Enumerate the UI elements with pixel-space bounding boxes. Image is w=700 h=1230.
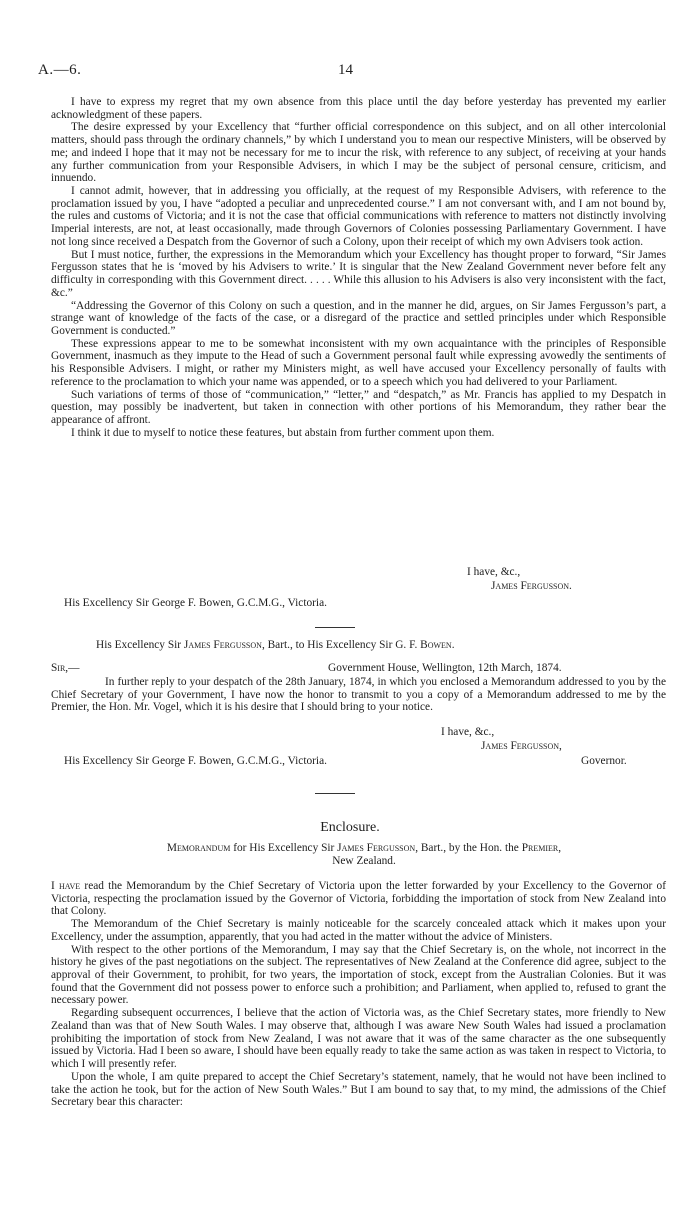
paragraph: Such variations of terms of those of “communication,” “letter,” and “despatch,” as Mr. Francis has applied to my Despatch in question, may possibly be inadvertent, but taken in connection with other portions of his Memorandum, they rather bear the appearance of affront.: [51, 388, 666, 426]
section-divider: [315, 627, 355, 628]
letter1-addressee: His Excellency Sir George F. Bowen, G.C.M.G., Victoria.: [64, 597, 327, 609]
memo-text: ,: [558, 842, 562, 854]
letter2-heading: [96, 639, 455, 652]
paragraph: I have to express my regret that my own absence from this place until the day before yesterday has prevented my earlier acknowledgment of these papers.: [51, 96, 666, 121]
letter2-signature: James Fergusson,: [481, 740, 562, 752]
memo-text: for His Excellency Sir: [230, 842, 338, 854]
memo-line2: New Zealand.: [332, 855, 396, 867]
paragraph: These expressions appear to me to be somewhat inconsistent with my own acquaintance with the principles of Responsible Government, inasmuch as they impute to the Head of such a Government personal fault while expressing avowedly the sentiments of his Responsible Advisers. I might, or rather my Ministers might, as well have accused your Excellency personally of faults with reference to the proclamation to which your name was appended, or to a speech which you had delivered to your Parliament.: [51, 337, 666, 388]
memo-name: James Fergusson: [337, 842, 416, 854]
letter2-addressee: His Excellency Sir George F. Bowen, G.C.M.G., Victoria.: [64, 755, 327, 767]
paragraph: I cannot admit, however, that in addressing you officially, at the request of my Responsible Advisers, with reference to the proclamation issued by you, I have “adopted a peculiar and unprecedented course.” I am not conversant with, and I am not bound by, the rules and customs of Victoria; and it is not the case that official communications with reference to matters not distinctly involving Imperial interests, are not, at least occasionally, made through Governors of Colonies possessing Parliamentary Government. I have not long since received a Despatch from the Governor of such a Colony, upon their receipt of which my own Advisers took action.: [51, 185, 666, 248]
first-words: I have: [51, 880, 81, 892]
heading-name: Bowen.: [420, 639, 455, 651]
heading-text: His Excellency Sir: [96, 639, 182, 651]
paragraph: I think it due to myself to notice these features, but abstain from further comment upon them.: [71, 426, 495, 439]
paragraph: With respect to the other portions of the Memorandum, I may say that the Chief Secretary is, on the whole, not incorrect in the history he gives of the past negotiations on the subject. The representatives of New Zealand at the Conference did agree, subject to the approval of their Government, to prohibit, for two years, the importation of stock, except from the Australian Colonies. But it was found that the Government did not possess power to enforce such a prohibition; and Parliament, when applied to, refused to grant the necessary power.: [51, 943, 666, 1007]
paragraph-text: read the Memorandum by the Chief Secretary of Victoria upon the letter forwarded by your Excellency to the Governor of Victoria, respecting the proclamation issued by the Governor of Victoria, forbidding the importation of stock from New Zealand into that Colony.: [51, 880, 666, 918]
letter1-signature: James Fergusson.: [491, 580, 572, 592]
letter1-body: [51, 96, 666, 439]
letter2-title: Governor.: [581, 755, 627, 767]
memo-heading: [64, 842, 664, 868]
paragraph: Upon the whole, I am quite prepared to accept the Chief Secretary’s statement, namely, that he would not have been inclined to take the action he took, but for the action of New South Wales.” But I am bound to say that, to my mind, the admissions of the Chief Secretary bear this character:: [51, 1070, 666, 1109]
section-divider: [315, 793, 355, 794]
paragraph: The Memorandum of the Chief Secretary is mainly noticeable for the scarcely concealed attack which it makes upon your Excellency, under the assumption, apparently, that you had acted in the matter without the advice of Ministers.: [51, 918, 666, 943]
paragraph: “Addressing the Governor of this Colony on such a question, and in the manner he did, argues, on Sir James Fergusson’s part, a strange want of knowledge of the facts of the case, or a disregard of the practice and settled principles under which Responsible Government is conducted.”: [51, 299, 666, 337]
enclosure-body: [51, 880, 666, 1109]
paragraph: The desire expressed by your Excellency that “further official correspondence on this subject, and on all other intercolonial matters, should pass through the ordinary channels,” by which I understand you to mean our respective Ministers, will be observed by me; and indeed I hope that it may not be necessary for me to incur the risk, with reference to any subject, of receiving at your hands any further communication from your Responsible Advisers, in which I may be the subject of personal censure, criticism, and innuendo.: [51, 121, 666, 185]
memo-text: , Bart., by the Hon. the: [415, 842, 522, 854]
memo-label: Memorandum: [166, 842, 231, 854]
letter2-dateline: Government House, Wellington, 12th March, 1874.: [328, 662, 562, 674]
enclosure-title: Enclosure.: [320, 820, 380, 835]
letter2-body: [51, 676, 666, 714]
heading-name: James Fergusson: [183, 639, 262, 651]
paragraph: In further reply to your despatch of the 28th January, 1874, in which you enclosed a Memorandum addressed to you by the Chief Secretary of your Government, I have now the honor to transmit to you a copy of a Memorandum addressed to me by the Premier, the Hon. Mr. Vogel, which it is his desire that I should bring to your notice.: [51, 676, 666, 714]
memo-premier: Premier: [521, 842, 559, 854]
document-reference: A.—6.: [38, 62, 82, 78]
heading-text: , Bart., to His Excellency Sir G. F.: [261, 639, 418, 651]
paragraph: [51, 880, 666, 918]
page-number: 14: [338, 62, 353, 78]
paragraph: But I must notice, further, the expressions in the Memorandum which your Excellency has thought proper to forward, “Sir James Fergusson states that he is ‘moved by his Advisers to write.’ It is singular that the New Zealand Government never before felt any difficulty in corresponding with this Government direct. . . . . While this allusion to his Advisers is also very inconsistent with the fact, &c.”: [51, 248, 666, 299]
letter2-salutation: Sir,—: [51, 662, 80, 674]
letter1-closing: I have, &c.,: [467, 566, 521, 578]
paragraph: Regarding subsequent occurrences, I believe that the action of Victoria was, as the Chief Secretary states, more friendly to New Zealand than was that of New South Wales. I may observe that, although I was aware New South Wales had issued a proclamation prohibiting the importation of stock from New Zealand, I was not aware that it was of the same character as the one subsequently issued by Victoria. Had I been so aware, I should have been equally ready to take the same action as was taken in respect to Victoria, to which I will presently refer.: [51, 1007, 666, 1071]
letter2-closing: I have, &c.,: [441, 726, 495, 738]
